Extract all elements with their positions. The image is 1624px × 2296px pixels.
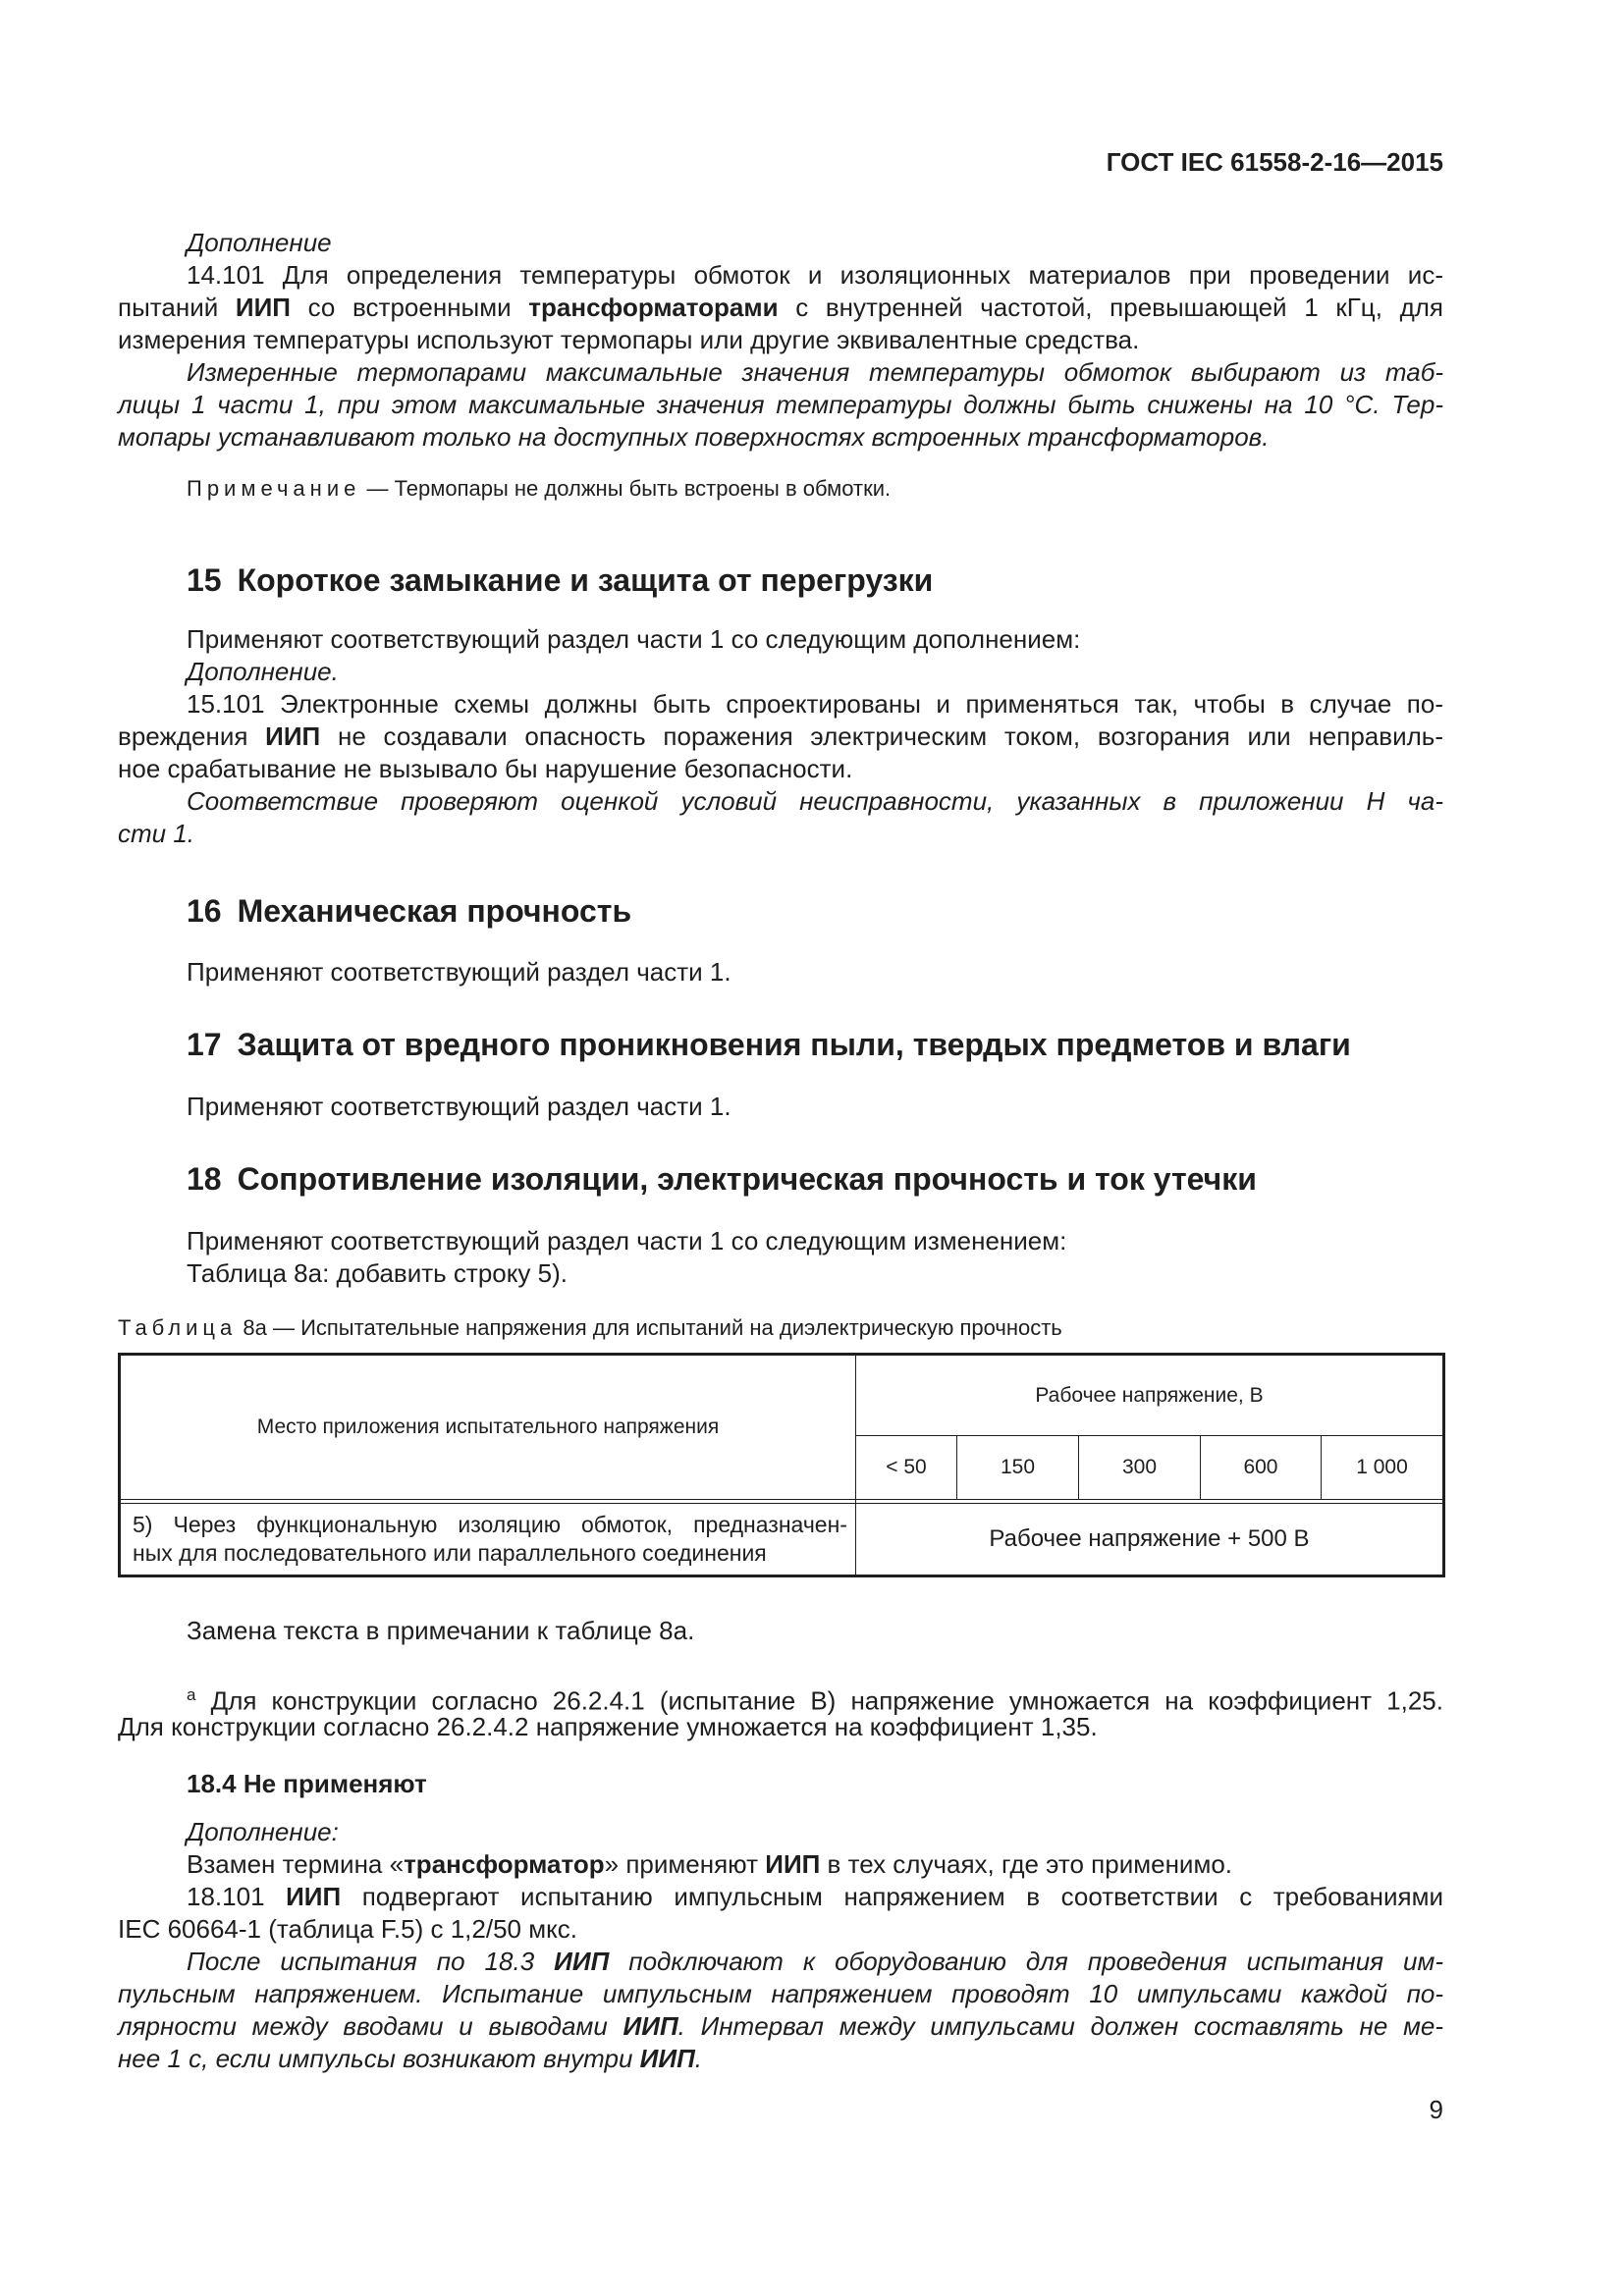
para-15-101-line2: вреждения ИИП не создавали опасность поражения электрическим током, возгорания или неправиль- — [118, 721, 1443, 751]
note-label: Примечание — [187, 476, 361, 501]
para-18-4-term: Взамен термина «трансформатор» применяют ИИП в тех случаях, где это применимо. — [187, 1849, 1233, 1879]
para-18-test-line4: нее 1 с, если импульсы возникают внутри ИИП. — [118, 2044, 703, 2073]
document-page — [118, 0, 1443, 2296]
table-voltage-cell: 150 — [957, 1436, 1079, 1500]
para-14-measured-line3: мопары устанавливают только на доступных поверхностях встроенных трансформаторов. — [118, 422, 1270, 452]
footnote-a-line2: Для конструкции согласно 26.2.4.2 напряжение умножается на коэффициент 1,35. — [118, 1712, 1098, 1741]
para-14-101-line3: измерения температуры используют термопары или другие эквивалентные средства. — [118, 325, 1140, 354]
section-18-4-heading: 18.4 Не применяют — [187, 1769, 427, 1798]
section-18-heading: 18 Сопротивление изоляции, электрическая прочность и ток утечки — [187, 1161, 1257, 1197]
section-16-heading: 16 Механическая прочность — [187, 893, 632, 929]
table-header-working-voltage: Рабочее напряжение, В — [855, 1355, 1443, 1436]
para-14-101-line2: пытаний ИИП со встроенными трансформаторами с внутренней частотой, превышающей 1 кГц, для — [118, 293, 1443, 322]
table-voltage-cell: 1 000 — [1321, 1436, 1443, 1500]
para-15-101-line3: ное срабатывание не вызывало бы нарушение безопасности. — [118, 754, 853, 783]
table-voltage-cell: 300 — [1079, 1436, 1201, 1500]
footnote-a-line1: $^а$ Для конструкции согласно 26.2.4.1 (испытание В) напряжение умножается на коэффициент 1,25. — [187, 1685, 1443, 1716]
note-14: Примечание — Термопары не должны быть встроены в обмотки. — [187, 476, 892, 501]
table-8a — [118, 1353, 1445, 1577]
table-header-place: Место приложения испытательного напряжения — [120, 1355, 856, 1500]
para-14-101-line1: 14.101 Для определения температуры обмоток и изоляционных материалов при проведении ис- — [187, 260, 1443, 290]
para-replacement-note: Замена текста в примечании к таблице 8а. — [187, 1616, 695, 1645]
table-voltage-cell: < 50 — [855, 1436, 956, 1500]
addition-label-15: Дополнение. — [187, 657, 339, 686]
table-8a-caption: Таблица 8а — Испытательные напряжения для испытаний на диэлектрическую прочность — [118, 1315, 1062, 1340]
page-number: 9 — [1429, 2095, 1443, 2124]
section-17-heading: 17 Защита от вредного проникновения пыли, твердых предметов и влаги — [187, 1027, 1351, 1062]
para-18-intro: Применяют соответствующий раздел части 1 со следующим изменением: — [187, 1226, 1067, 1255]
para-18-test-line1: После испытания по 18.3 ИИП подключают к оборудованию для проведения испытания им- — [187, 1947, 1443, 1976]
para-15-compliance-line1: Соответствие проверяют оценкой условий неисправности, указанных в приложении Н ча- — [187, 786, 1443, 816]
document-number: ГОСТ IEC 61558-2-16—2015 — [1106, 147, 1443, 177]
para-15-intro: Применяют соответствующий раздел части 1 со следующим дополнением: — [187, 624, 1081, 654]
para-18-101-line1: 18.101 ИИП подвергают испытанию импульсным напряжением в соответствии с требованиями — [187, 1882, 1443, 1911]
table-row-5-place: 5) Через функциональную изоляцию обмоток, предназначен- ных для последовательного или параллельного соединения — [120, 1504, 856, 1576]
table-row-5-value: Рабочее напряжение + 500 В — [855, 1504, 1443, 1576]
para-15-101-line1: 15.101 Электронные схемы должны быть спроектированы и применяться так, чтобы в случае по- — [187, 689, 1443, 719]
table-label: Таблица — [118, 1315, 238, 1340]
para-17: Применяют соответствующий раздел части 1. — [187, 1092, 731, 1121]
para-18-table-note: Таблица 8а: добавить строку 5). — [187, 1258, 568, 1288]
para-15-compliance-line2: сти 1. — [118, 819, 195, 848]
addition-label-18-4: Дополнение: — [187, 1817, 339, 1846]
section-15-heading: 15 Короткое замыкание и защита от перегрузки — [187, 562, 934, 598]
para-14-measured-line1: Измеренные термопарами максимальные значения температуры обмоток выбирают из таб- — [187, 357, 1443, 387]
addition-label-14: Дополнение — [187, 228, 332, 257]
table-voltage-cell: 600 — [1200, 1436, 1321, 1500]
para-18-test-line2: пульсным напряжением. Испытание импульсным напряжением проводят 10 импульсами каждой по- — [118, 1979, 1443, 2008]
para-18-101-line2: IEC 60664-1 (таблица F.5) с 1,2/50 мкс. — [118, 1914, 577, 1944]
para-14-measured-line2: лицы 1 части 1, при этом максимальные значения температуры должны быть снижены на 10 °С. Тер- — [118, 390, 1443, 419]
para-18-test-line3: лярности между вводами и выводами ИИП. Интервал между импульсами должен составлять не ме- — [118, 2011, 1444, 2041]
para-16: Применяют соответствующий раздел части 1. — [187, 957, 731, 987]
